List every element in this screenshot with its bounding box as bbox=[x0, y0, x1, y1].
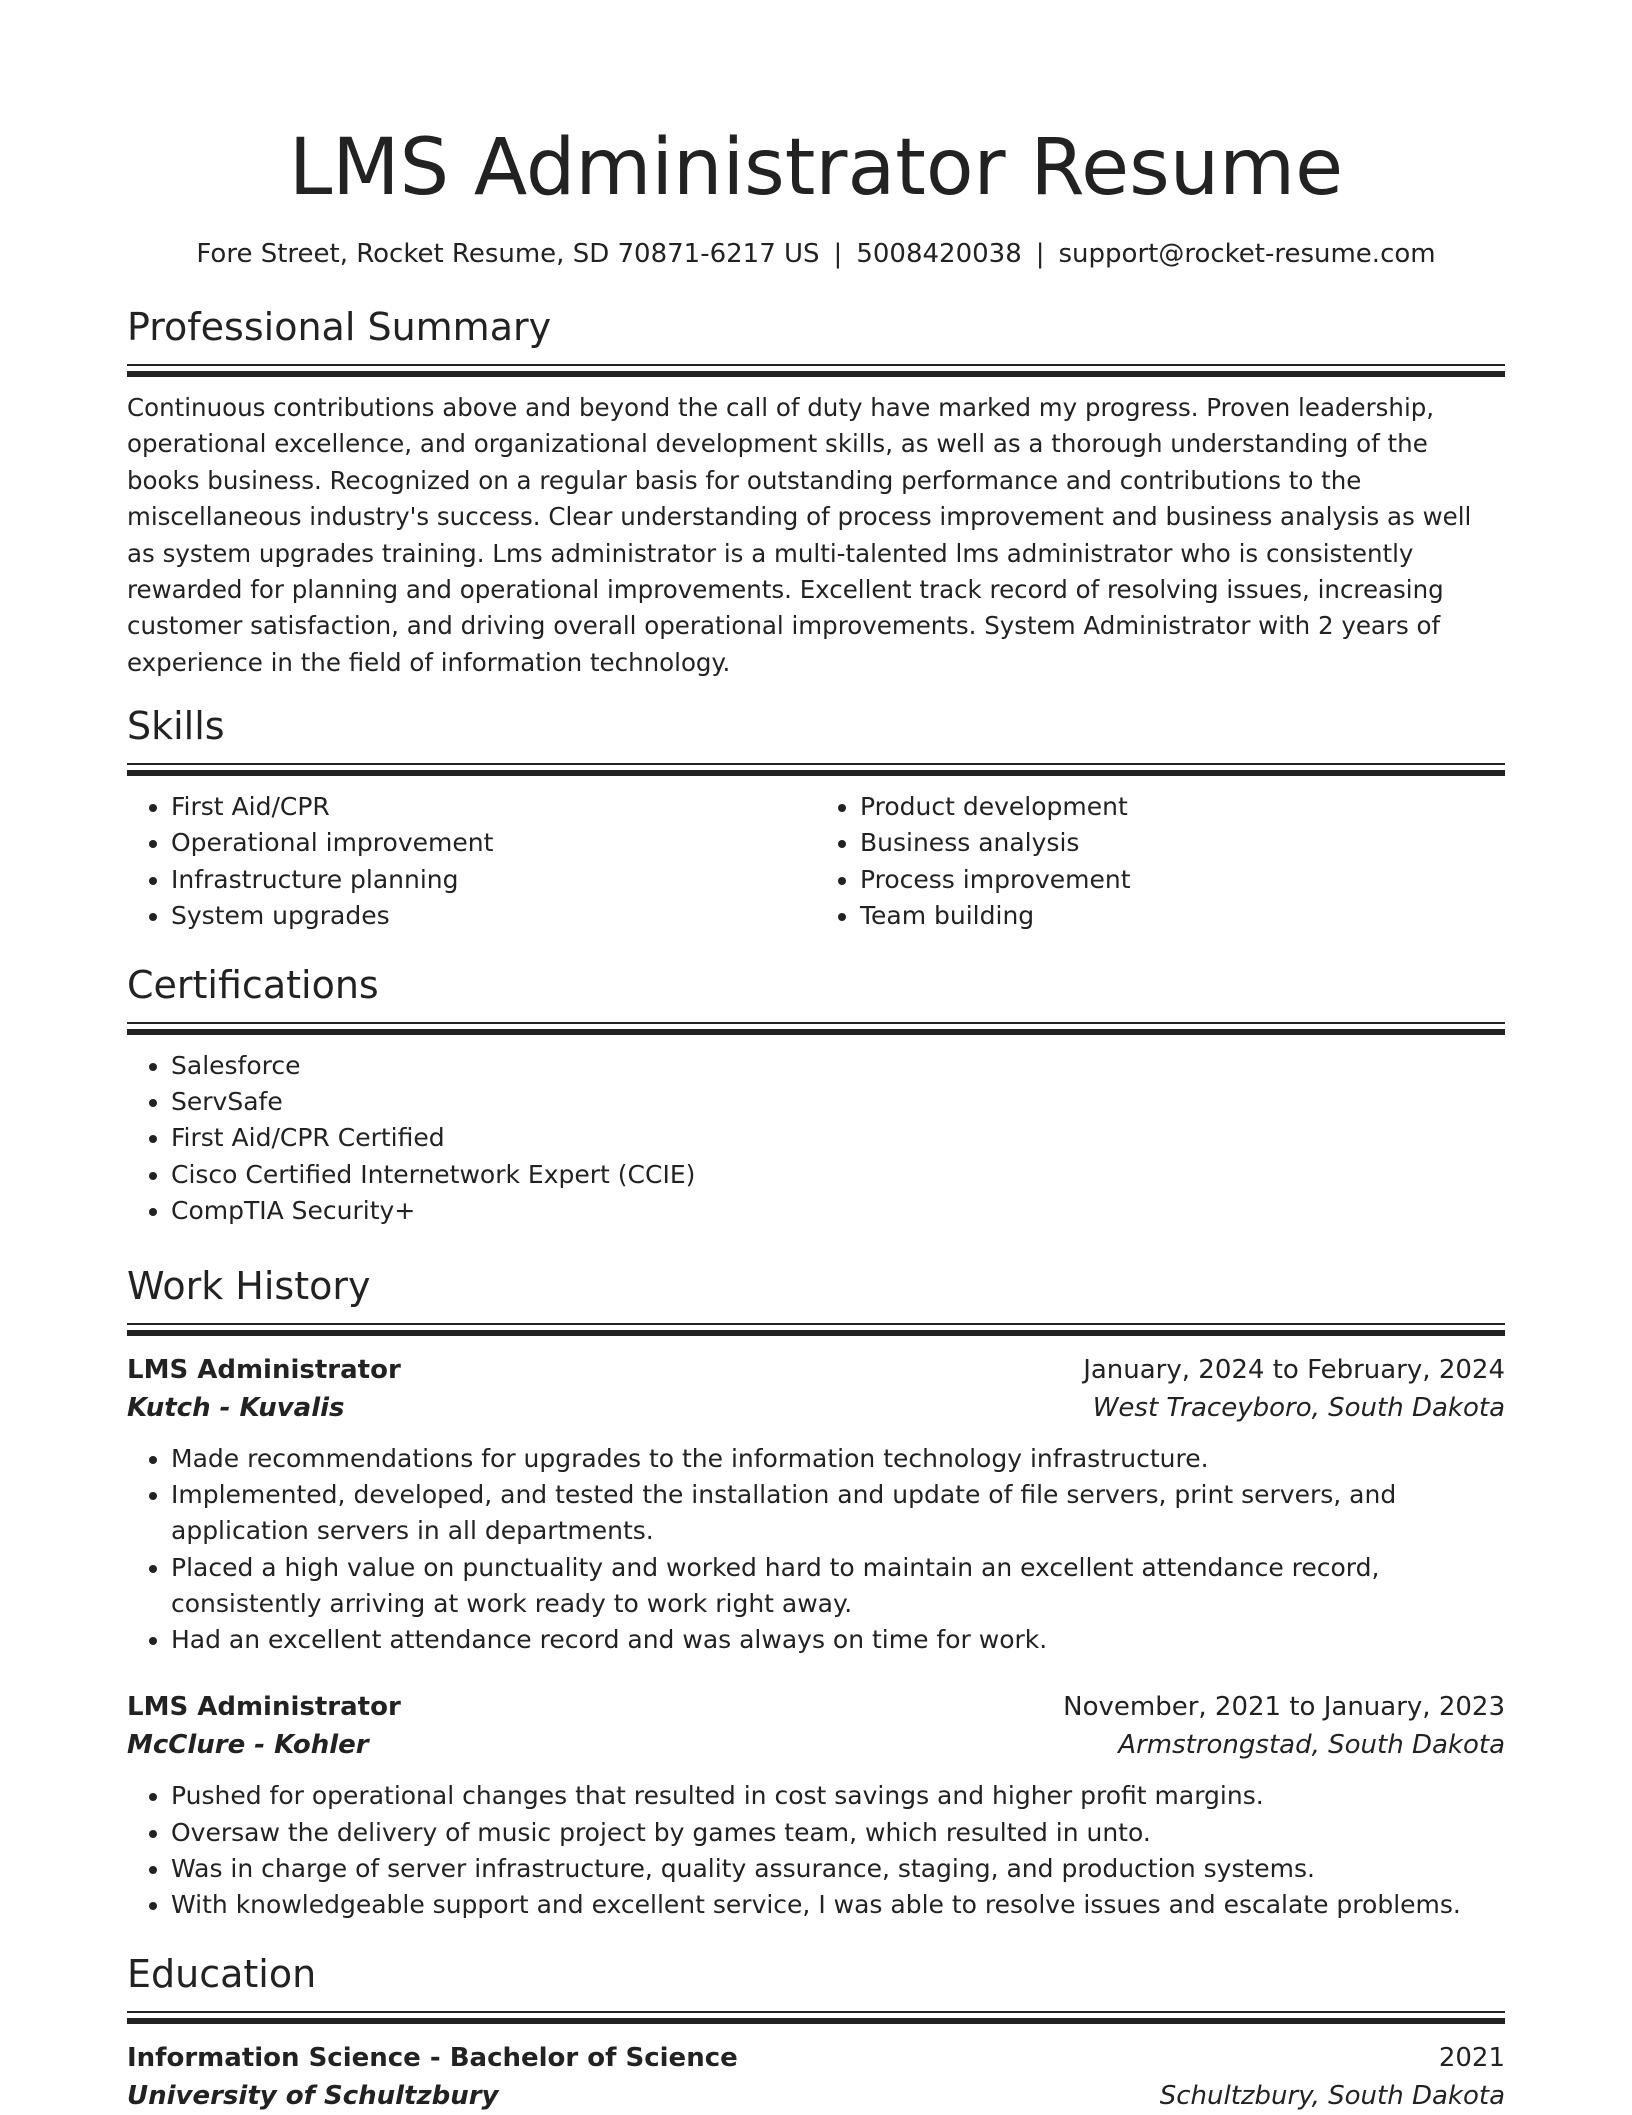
skill-item: • Business analysis bbox=[860, 825, 1505, 861]
job-subheader bbox=[127, 1389, 1505, 1427]
summary-text: Continuous contributions above and beyond the call of duty have marked my progress. Proven leadership, operational excellence, and organizational development skills, as well as a thorough understanding of the books business. Recognized on a regular basis for outstanding performance and contributions to the miscellaneous industry's success. Clear understanding of process improvement and business analysis as well as system upgrades training. Lms administrator is a multi-talented lms administrator who is consistently rewarded for planning and operational improvements. Excellent track record of resolving issues, increasing customer satisfaction, and driving overall operational improvements. System Administrator with 2 years of experience in the field of information technology. bbox=[127, 393, 1472, 677]
section-heading-skills: Skills bbox=[127, 704, 225, 749]
skill-item: • Process improvement bbox=[860, 862, 1505, 898]
job-bullet: • Oversaw the delivery of music project by games team, which resulted in unto. bbox=[171, 1815, 1505, 1851]
skills-column-left bbox=[127, 789, 816, 934]
job-bullet: • Was in charge of server infrastructure, quality assurance, staging, and production systems. bbox=[171, 1851, 1505, 1887]
certification-item: • CompTIA Security+ bbox=[171, 1193, 1505, 1229]
job-company: Kutch - Kuvalis bbox=[127, 1393, 345, 1424]
job-bullet: • With knowledgeable support and excellent service, I was able to resolve issues and escalate problems. bbox=[171, 1887, 1505, 1923]
skills-section bbox=[127, 701, 1505, 934]
skills-list-left bbox=[127, 789, 816, 934]
section-divider bbox=[127, 1022, 1505, 1036]
job-location: West Traceyboro, South Dakota bbox=[1092, 1393, 1505, 1424]
job-bullet: • Placed a high value on punctuality and worked hard to maintain an excellent attendance record, consistently arriving at work ready to work right away. bbox=[171, 1550, 1505, 1622]
skill-item: • Operational improvement bbox=[171, 825, 816, 861]
job-dates: January, 2024 to February, 2024 bbox=[1083, 1355, 1505, 1386]
job-title: LMS Administrator bbox=[127, 1692, 401, 1723]
contact-separator: | bbox=[833, 239, 843, 269]
education-header bbox=[127, 2039, 1505, 2077]
job-entry bbox=[127, 1688, 1505, 1923]
education-degree: Information Science - Bachelor of Science bbox=[127, 2043, 738, 2074]
section-heading-certifications: Certifications bbox=[127, 963, 379, 1008]
section-divider bbox=[127, 1323, 1505, 1337]
skill-item: • Product development bbox=[860, 789, 1505, 825]
education-school: University of Schultzbury bbox=[127, 2081, 499, 2112]
job-location: Armstrongstad, South Dakota bbox=[1118, 1730, 1505, 1761]
education-year: 2021 bbox=[1438, 2043, 1505, 2074]
skill-item: • Infrastructure planning bbox=[171, 862, 816, 898]
job-company: McClure - Kohler bbox=[127, 1730, 369, 1761]
job-bullets bbox=[127, 1441, 1505, 1658]
contact-phone: 5008420038 bbox=[856, 239, 1022, 269]
contact-separator: | bbox=[1035, 239, 1045, 269]
job-bullet: • Implemented, developed, and tested the installation and update of file servers, print servers, and application servers in all departments. bbox=[171, 1477, 1505, 1549]
contact-email: support@rocket-resume.com bbox=[1058, 239, 1436, 269]
contact-address: Fore Street, Rocket Resume, SD 70871-6217 US bbox=[196, 239, 820, 269]
section-divider bbox=[127, 2011, 1505, 2025]
job-header bbox=[127, 1688, 1505, 1726]
work-history-section bbox=[127, 1261, 1505, 1923]
education-section bbox=[127, 1949, 1505, 2115]
section-heading-work-history: Work History bbox=[127, 1264, 371, 1309]
skills-list-right bbox=[816, 789, 1505, 934]
certifications-list bbox=[127, 1048, 1505, 1229]
certification-item: • Salesforce bbox=[171, 1048, 1505, 1084]
certification-item: • First Aid/CPR Certified bbox=[171, 1120, 1505, 1156]
education-location: Schultzbury, South Dakota bbox=[1159, 2081, 1505, 2112]
certification-item: • ServSafe bbox=[171, 1084, 1505, 1120]
skills-column-right bbox=[816, 789, 1505, 934]
job-bullet: • Made recommendations for upgrades to the information technology infrastructure. bbox=[171, 1441, 1505, 1477]
contact-line bbox=[127, 236, 1505, 272]
job-bullets bbox=[127, 1778, 1505, 1923]
skills-grid bbox=[127, 789, 1505, 934]
section-heading-summary: Professional Summary bbox=[127, 305, 552, 349]
skill-item: • First Aid/CPR bbox=[171, 789, 816, 825]
education-subheader bbox=[127, 2077, 1505, 2115]
job-bullet: • Had an excellent attendance record and was always on time for work. bbox=[171, 1622, 1505, 1658]
skill-item: • Team building bbox=[860, 898, 1505, 934]
section-divider bbox=[127, 364, 1505, 378]
section-divider bbox=[127, 763, 1505, 777]
job-title: LMS Administrator bbox=[127, 1355, 401, 1386]
job-dates: November, 2021 to January, 2023 bbox=[1063, 1692, 1505, 1723]
certifications-section bbox=[127, 960, 1505, 1229]
resume-title: LMS Administrator Resume bbox=[288, 123, 1344, 213]
section-heading-education: Education bbox=[127, 1952, 317, 1997]
certification-item: • Cisco Certified Internetwork Expert (CCIE) bbox=[171, 1157, 1505, 1193]
summary-section bbox=[127, 302, 1505, 681]
skill-item: • System upgrades bbox=[171, 898, 816, 934]
job-header bbox=[127, 1351, 1505, 1389]
education-entry bbox=[127, 2039, 1505, 2115]
job-entry bbox=[127, 1351, 1505, 1658]
job-subheader bbox=[127, 1726, 1505, 1764]
job-bullet: • Pushed for operational changes that resulted in cost savings and higher profit margins. bbox=[171, 1778, 1505, 1814]
